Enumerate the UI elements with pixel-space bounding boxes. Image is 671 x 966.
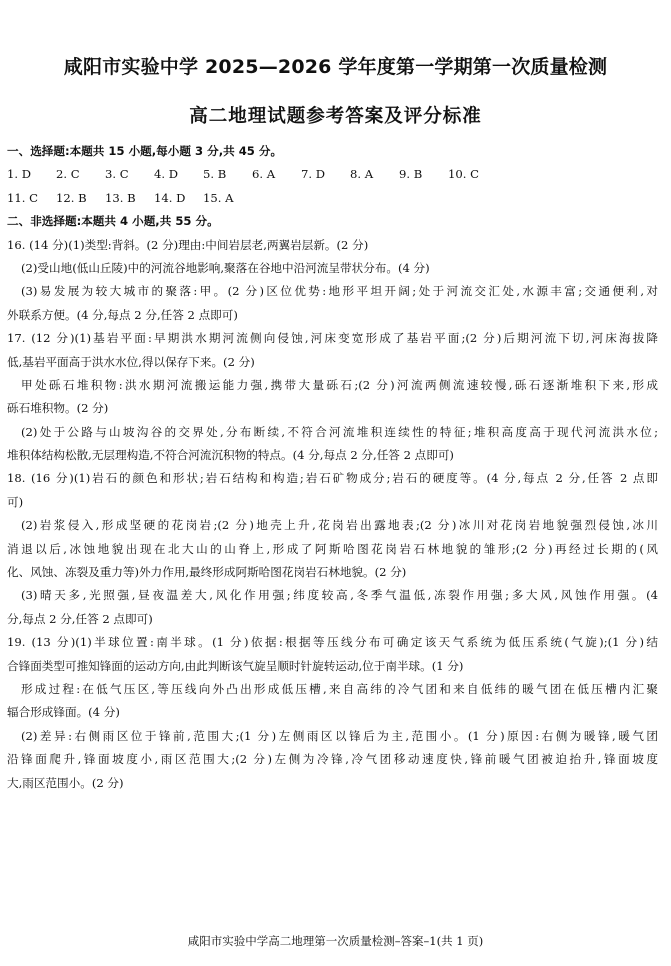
- mc-answer: 11. C: [7, 190, 38, 205]
- mc-answer: 4. D: [154, 167, 179, 182]
- mc-answer: 6. A: [252, 167, 276, 182]
- q17-line-2: 低,基岩平面高于洪水水位,得以保存下来。(2 分): [7, 354, 255, 369]
- q17-line-5: (2)处于公路与山坡沟谷的交界处,分布断续,不符合河流堆积连续性的特征;堆积高度高于现代河流洪水位;: [21, 424, 658, 439]
- q18-line-2: 可): [7, 494, 24, 509]
- q18-line-1: 18. (16 分)(1)岩石的颜色和形状;岩石结构和构造;岩石矿物成分;岩石的硬度等。(4 分,每点 2 分,任答 2 点即: [7, 471, 658, 486]
- mc-answer: 5. B: [203, 167, 227, 182]
- q19-line-6: 沿锋面爬升,锋面坡度小,雨区范围大;(2 分)左侧为冷锋,冷气团移动速度快,锋前暖气团被迫抬升,锋面坡度: [7, 752, 658, 767]
- mc-answer: 1. D: [7, 167, 32, 182]
- q19-line-2: 合锋面类型可推知锋面的运动方向,由此判断该气旋呈顺时针旋转运动,位于南半球。(1 分): [7, 658, 464, 673]
- q19-line-3: 形成过程:在低气压区,等压线向外凸出形成低压槽,来自高纬的冷气团和来自低纬的暖气团在低压槽内汇聚: [21, 681, 658, 696]
- q18-line-7: 分,每点 2 分,任答 2 点即可): [7, 611, 153, 626]
- document-subtitle: 高二地理试题参考答案及评分标准: [189, 106, 482, 127]
- q16-line-1: 16. (14 分)(1)类型:背斜。(2 分)理由:中间岩层老,两翼岩层新。(2 分): [7, 237, 369, 252]
- page-footer: 咸阳市实验中学高二地理第一次质量检测–答案–1(共 1 页): [187, 934, 484, 948]
- mc-answer: 2. C: [56, 167, 80, 182]
- mc-answers-row-1: [7, 163, 658, 186]
- q19-line-4: 辐合形成锋面。(4 分): [7, 705, 120, 720]
- mc-answer: 12. B: [56, 190, 87, 205]
- q17-line-4: 砾石堆积物。(2 分): [7, 401, 109, 416]
- mc-answer: 7. D: [301, 167, 326, 182]
- q17-line-1: 17. (12 分)(1)基岩平面:早期洪水期河流侧向侵蚀,河床变宽形成了基岩平面;(2 分)后期河流下切,河床海拔降: [7, 331, 658, 346]
- answer-content: [7, 140, 658, 795]
- q17-line-6: 堆积体结构松散,无层理构造,不符合河流沉积物的特点。(4 分,每点 2 分,任答 2 点即可): [7, 448, 454, 463]
- q16-line-3: (3)易发展为较大城市的聚落:甲。(2 分)区位优势:地形平坦开阔;处于河流交汇处,水源丰富;交通便利,对: [21, 284, 658, 299]
- mc-answer: 15. A: [203, 190, 234, 205]
- q18-line-6: (3)晴天多,光照强,昼夜温差大,风化作用强;纬度较高,冬季气温低,冻裂作用强;多大风,风蚀作用强。(4: [21, 588, 658, 603]
- q16-line-4: 外联系方便。(4 分,每点 2 分,任答 2 点即可): [7, 307, 238, 322]
- mc-answer: 3. C: [105, 167, 129, 182]
- mc-answer: 10. C: [448, 167, 479, 182]
- q17-line-3: 甲处砾石堆积物:洪水期河流搬运能力强,携带大量砾石;(2 分)河流两侧流速较慢,砾石逐渐堆积下来,形成: [21, 377, 658, 392]
- q18-line-4: 消退以后,冰蚀地貌出现在北大山的山脊上,形成了阿斯哈图花岗岩石林地貌的雏形;(2 分)再经过长期的(风: [7, 541, 658, 556]
- section-2-heading: 二、非选择题:本题共 4 小题,共 55 分。: [7, 214, 219, 229]
- q18-line-3: (2)岩浆侵入,形成坚硬的花岗岩;(2 分)地壳上升,花岗岩出露地表;(2 分)冰川对花岗岩地貌强烈侵蚀,冰川: [21, 518, 658, 533]
- mc-answer: 8. A: [350, 167, 374, 182]
- mc-answer: 13. B: [105, 190, 136, 205]
- q18-line-5: 化、风蚀、冻裂及重力等)外力作用,最终形成阿斯哈图花岗岩石林地貌。(2 分): [7, 565, 407, 580]
- q19-line-5: (2)差异:右侧雨区位于锋前,范围大;(1 分)左侧雨区以锋后为主,范围小。(1 分)原因:右侧为暖锋,暖气团: [21, 728, 658, 743]
- mc-answer: 9. B: [399, 167, 423, 182]
- document-title: 咸阳市实验中学 2025—2026 学年度第一学期第一次质量检测: [63, 56, 608, 78]
- q19-line-7: 大,雨区范围小。(2 分): [7, 775, 124, 790]
- q19-line-1: 19. (13 分)(1)半球位置:南半球。(1 分)依据:根据等压线分布可确定该天气系统为低压系统(气旋);(1 分)结: [7, 635, 658, 650]
- mc-answers-row-2: [7, 187, 658, 210]
- section-1-heading: 一、选择题:本题共 15 小题,每小题 3 分,共 45 分。: [7, 144, 283, 158]
- mc-answer: 14. D: [154, 190, 186, 205]
- q16-line-2: (2)受山地(低山丘陵)中的河流谷地影响,聚落在谷地中沿河流呈带状分布。(4 分): [21, 260, 430, 275]
